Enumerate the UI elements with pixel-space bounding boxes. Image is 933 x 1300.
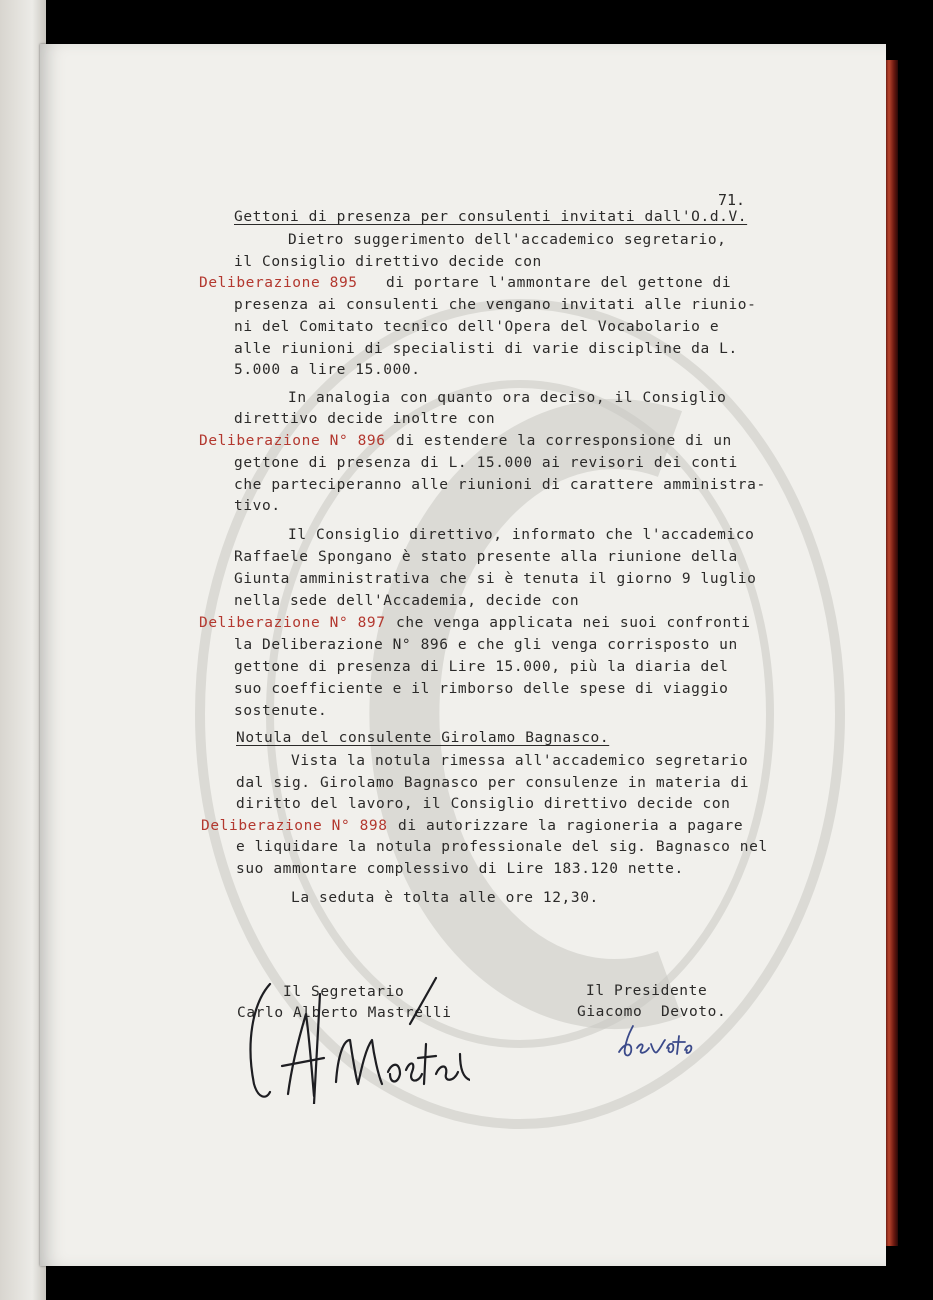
text-line: Raffaele Spongano è stato presente alla riunione della [234,549,738,565]
text-line: nella sede dell'Accademia, decide con [234,593,580,609]
president-title: Il Presidente [586,983,708,999]
text-line: Dietro suggerimento dell'accademico segretario, [288,232,727,248]
text-line: Giunta amministrativa che si è tenuta il giorno 9 luglio [234,571,757,587]
text-line: suo coefficiente e il rimborso delle spese di viaggio [234,681,729,697]
text-line: diritto del lavoro, il Consiglio direttivo decide con [236,796,731,812]
president-name: Giacomo Devoto. [577,1004,727,1020]
text-line: suo ammontare complessivo di Lire 183.120 nette. [236,861,684,877]
page-number: 71. [718,191,746,209]
closing-line: La seduta è tolta alle ore 12,30. [291,890,599,906]
text-line: gettone di presenza di Lire 15.000, più la diaria del [234,659,729,675]
text-line: dal sig. Girolamo Bagnasco per consulenze in materia di [236,775,750,791]
text-line: sostenute. [234,703,328,719]
text-line: di portare l'ammontare del gettone di [386,275,732,291]
text-line: di estendere la corresponsione di un [396,433,732,449]
text-line: Il Consiglio direttivo, informato che l'accademico [288,527,755,543]
section-heading: Gettoni di presenza per consulenti invitati dall'O.d.V. [234,209,748,225]
secretary-title: Il Segretario [283,984,405,1000]
text-line: di autorizzare la ragioneria a pagare [398,818,744,834]
text-line: In analogia con quanto ora deciso, il Consiglio [288,390,727,406]
document-page [40,44,886,1266]
secretary-name: Carlo Alberto Mastrelli [237,1005,452,1021]
text-line: direttivo decide inoltre con [234,411,496,427]
section-heading: Notula del consulente Girolamo Bagnasco. [236,730,610,746]
text-line: presenza ai consulenti che vengano invitati alle riunio- [234,297,757,313]
text-line: alle riunioni di specialisti di varie discipline da L. [234,341,738,357]
deliberation-label: Deliberazione 895 [199,275,358,291]
text-line: il Consiglio direttivo decide con [234,254,542,270]
text-line: gettone di presenza di L. 15.000 ai revisori dei conti [234,455,738,471]
text-line: Vista la notula rimessa all'accademico segretario [291,753,749,769]
text-line: tivo. [234,498,281,514]
deliberation-label: Deliberazione N° 897 [199,615,386,631]
text-line: e liquidare la notula professionale del sig. Bagnasco nel [236,839,768,855]
deliberation-label: Deliberazione N° 896 [199,433,386,449]
text-line: che parteciperanno alle riunioni di carattere amministra- [234,477,766,493]
text-line: la Deliberazione N° 896 e che gli venga corrisposto un [234,637,738,653]
deliberation-label: Deliberazione N° 898 [201,818,388,834]
text-line: 5.000 a lire 15.000. [234,362,421,378]
text-line: ni del Comitato tecnico dell'Opera del Vocabolario e [234,319,720,335]
text-line: che venga applicata nei suoi confronti [396,615,751,631]
